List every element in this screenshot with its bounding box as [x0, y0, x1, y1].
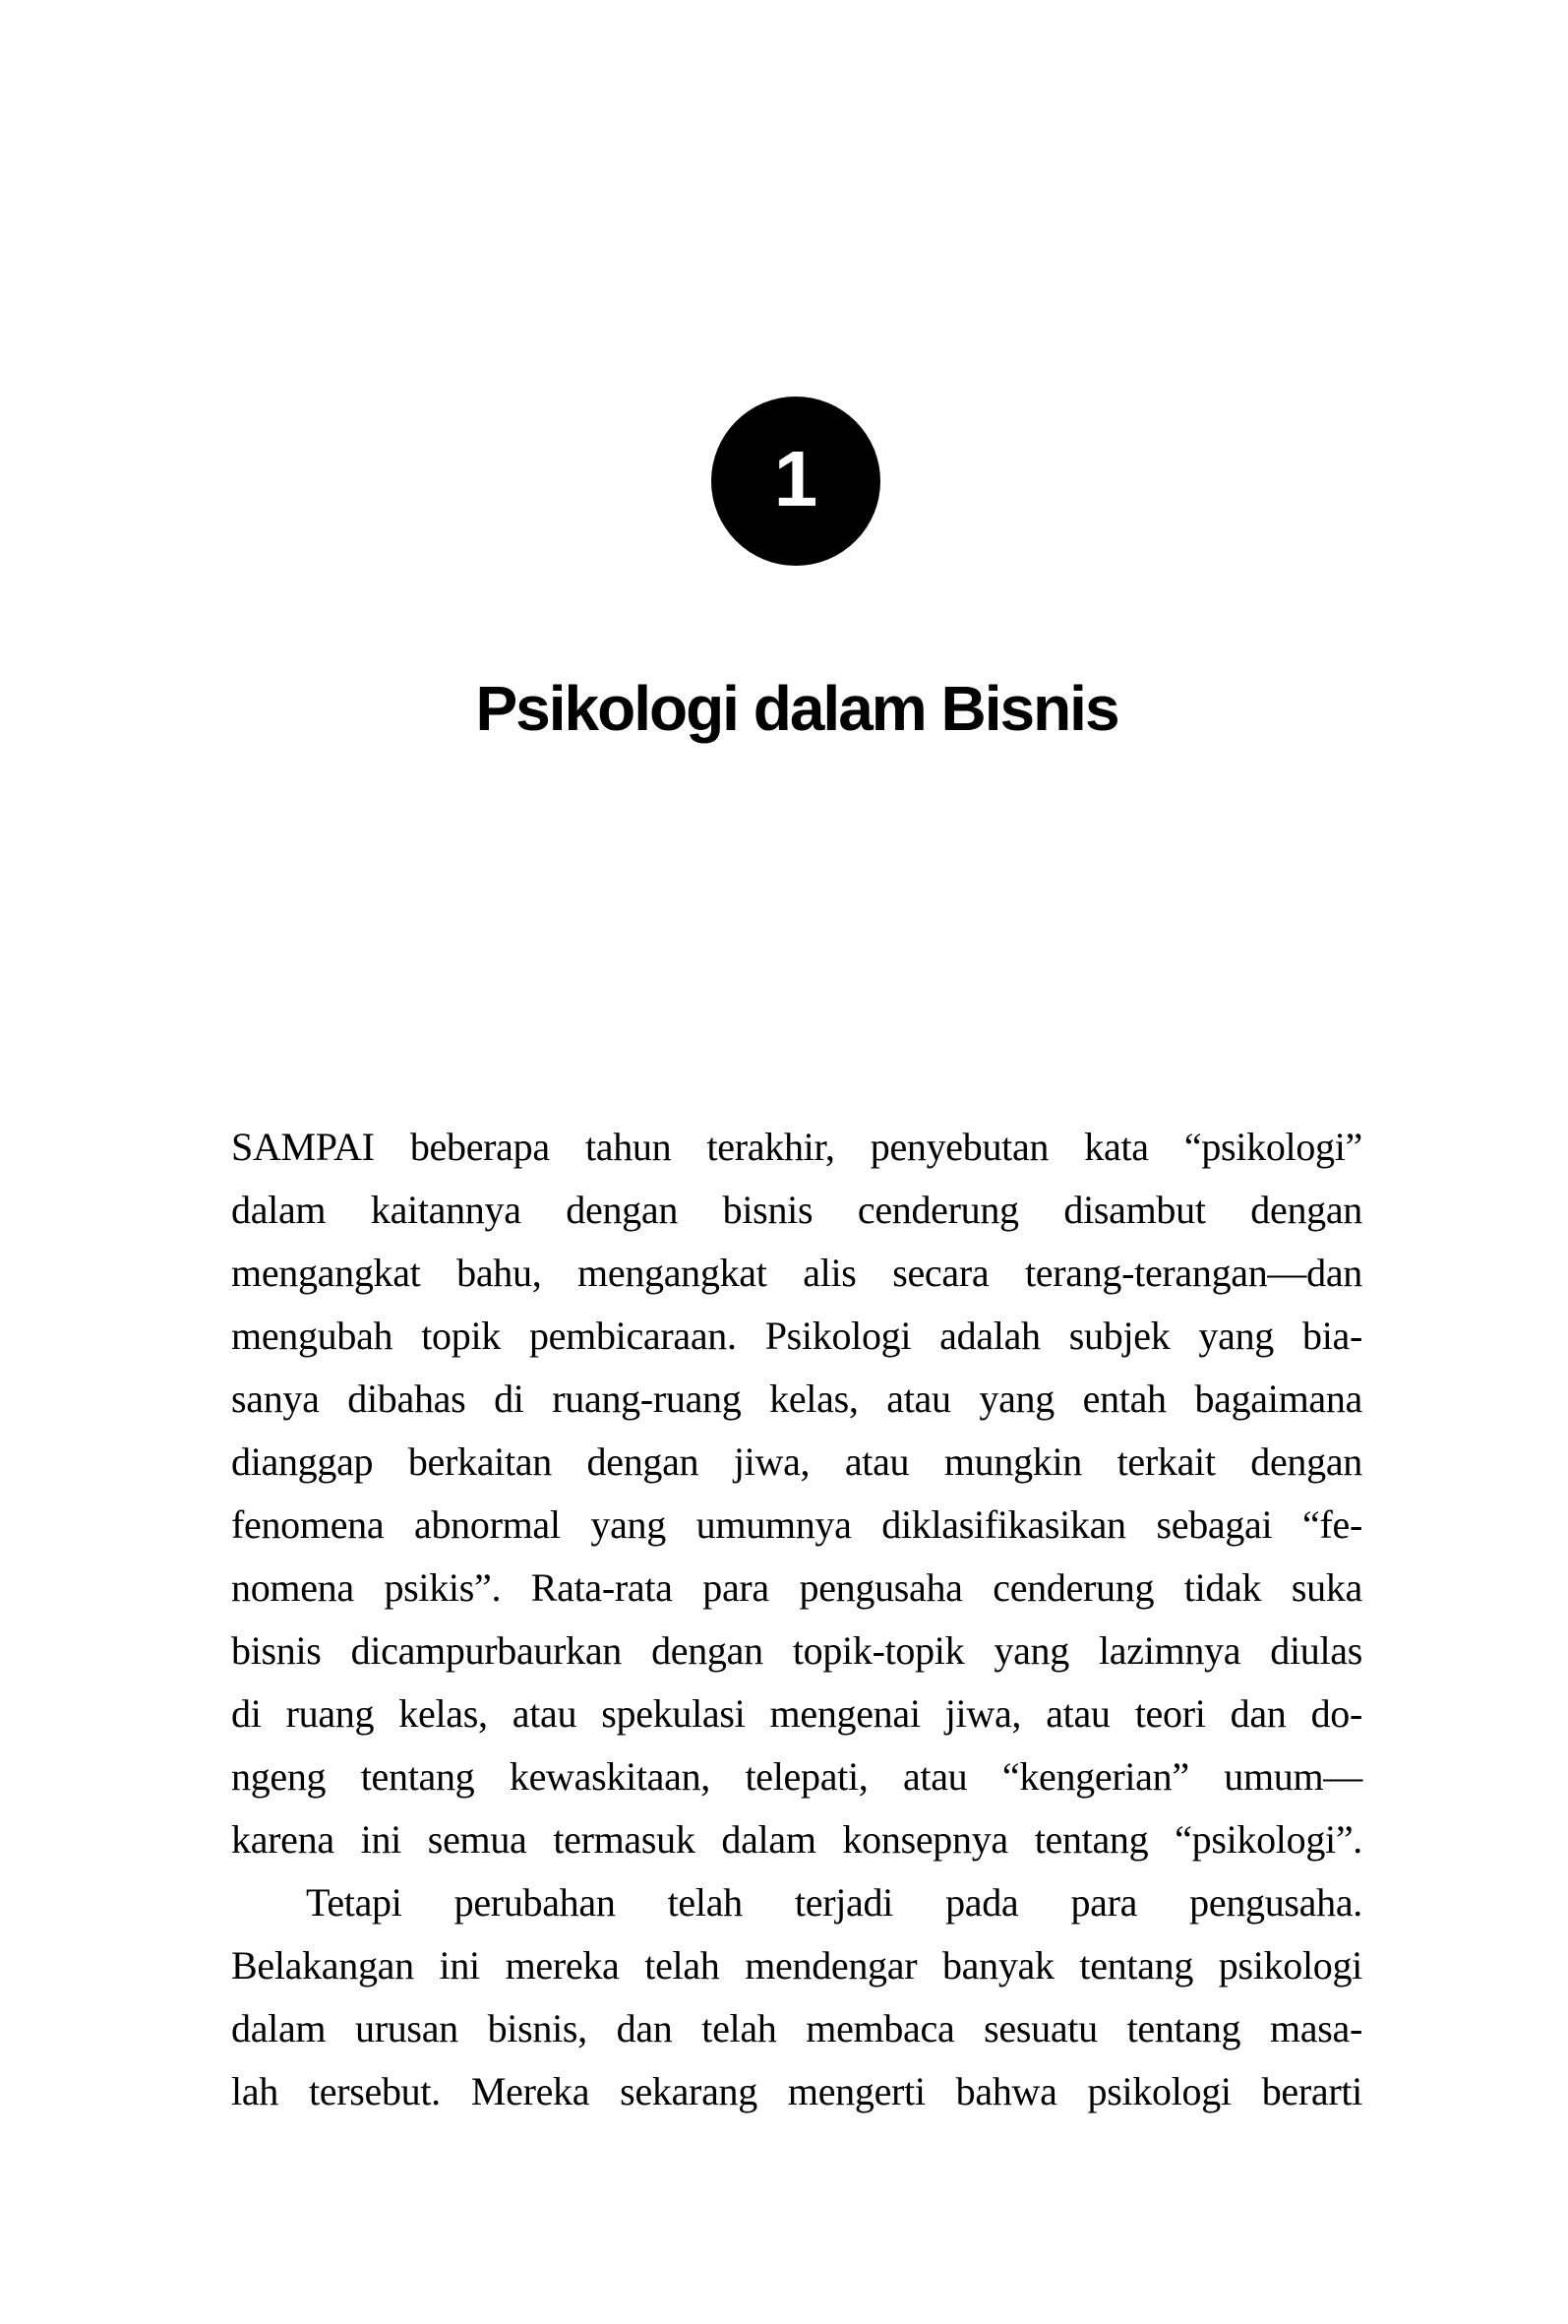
body-line: mengubah topik pembicaraan. Psikologi adalah subjek yang bia- — [231, 1314, 1362, 1358]
body-line: nomena psikis”. Rata-rata para pengusaha cenderung tidak suka — [231, 1565, 1362, 1610]
body-line: Belakangan ini mereka telah mendengar banyak tentang psikologi — [231, 1943, 1362, 1988]
body-line: lah tersebut. Mereka sekarang mengerti bahwa psikologi berarti — [231, 2069, 1362, 2113]
body-line: dalam urusan bisnis, dan telah membaca sesuatu tentang masa- — [231, 2006, 1362, 2050]
body-line: ngeng tentang kewaskitaan, telepati, atau “kengerian” umum— — [231, 1754, 1362, 1799]
body-line: fenomena abnormal yang umumnya diklasifikasikan sebagai “fe- — [231, 1502, 1362, 1547]
body-text — [231, 1116, 1362, 2123]
body-line: dalam kaitannya dengan bisnis cenderung disambut dengan — [231, 1188, 1362, 1232]
body-line: karena ini semua termasuk dalam konsepnya tentang “psikologi”. — [231, 1817, 1362, 1862]
body-line: bisnis dicampurbaurkan dengan topik-topik yang lazimnya diulas — [231, 1628, 1362, 1673]
paragraph — [231, 1871, 1362, 2123]
chapter-title: Psikologi dalam Bisnis — [475, 673, 1118, 744]
paragraph — [231, 1116, 1362, 1871]
body-line: mengangkat bahu, mengangkat alis secara terang-terangan—dan — [231, 1251, 1362, 1295]
body-line: sanya dibahas di ruang-ruang kelas, atau yang entah bagaimana — [231, 1376, 1362, 1421]
body-line: di ruang kelas, atau spekulasi mengenai jiwa, atau teori dan do- — [231, 1691, 1362, 1736]
body-line: Tetapi perubahan telah terjadi pada para pengusaha. — [306, 1880, 1362, 1925]
body-line: SAMPAI beberapa tahun terakhir, penyebutan kata “psikologi” — [231, 1125, 1362, 1169]
chapter-number-badge — [711, 397, 880, 566]
chapter-number: 1 — [773, 435, 818, 522]
body-line: dianggap berkaitan dengan jiwa, atau mungkin terkait dengan — [231, 1439, 1362, 1484]
